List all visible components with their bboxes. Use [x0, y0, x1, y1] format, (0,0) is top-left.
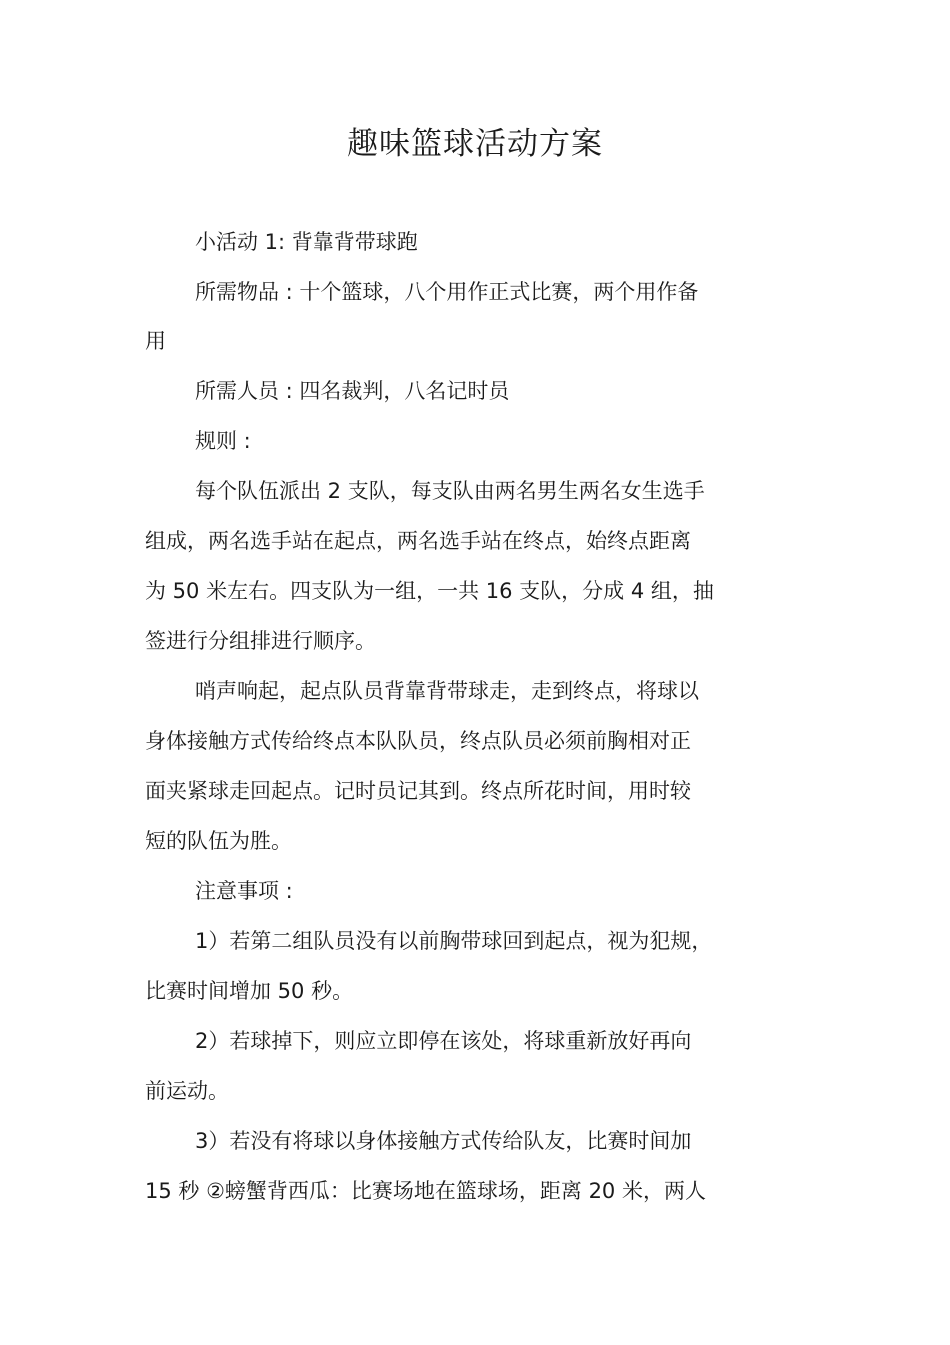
activity-1-heading: 小活动 1: 背靠背带球跑 [195, 230, 418, 254]
required-items-line: 所需物品 : 十个篮球，八个用作正式比赛，两个用作备 [195, 280, 699, 304]
notes-heading: 注意事项 : [195, 879, 293, 903]
rules-paragraph-1-line-1: 每个队伍派出 2 支队，每支队由两名男生两名女生选手 [195, 479, 705, 503]
note-3-line-1: 3）若没有将球以身体接触方式传给队友，比赛时间加 [195, 1129, 692, 1153]
note-1-line-2: 比赛时间增加 50 秒。 [145, 979, 354, 1003]
rules-paragraph-1-line-2: 组成，两名选手站在起点，两名选手站在终点，始终点距离 [145, 529, 691, 553]
required-items-continuation: 用 [145, 329, 166, 353]
rules-paragraph-2-line-3: 面夹紧球走回起点。记时员记其到。终点所花时间，用时较 [145, 779, 691, 803]
note-2-line-1: 2）若球掉下，则应立即停在该处，将球重新放好再向 [195, 1029, 692, 1053]
note-2-line-2: 前运动。 [145, 1079, 229, 1103]
required-staff-line: 所需人员 : 四名裁判，八名记时员 [195, 379, 510, 403]
note-1-line-1: 1）若第二组队员没有以前胸带球回到起点，视为犯规， [195, 929, 713, 953]
rules-paragraph-2-line-2: 身体接触方式传给终点本队队员，终点队员必须前胸相对正 [145, 729, 691, 753]
rules-heading: 规则 : [195, 429, 251, 453]
note-3-line-2: 15 秒 ②螃蟹背西瓜：比赛场地在篮球场，距离 20 米，两人 [145, 1179, 706, 1203]
rules-paragraph-2-line-4: 短的队伍为胜。 [145, 829, 292, 853]
rules-paragraph-1-line-4: 签进行分组排进行顺序。 [145, 629, 376, 653]
document-title: 趣味篮球活动方案 [347, 126, 603, 162]
rules-paragraph-2-line-1: 哨声响起，起点队员背靠背带球走，走到终点，将球以 [195, 679, 699, 703]
rules-paragraph-1-line-3: 为 50 米左右。四支队为一组，一共 16 支队，分成 4 组，抽 [145, 579, 714, 603]
